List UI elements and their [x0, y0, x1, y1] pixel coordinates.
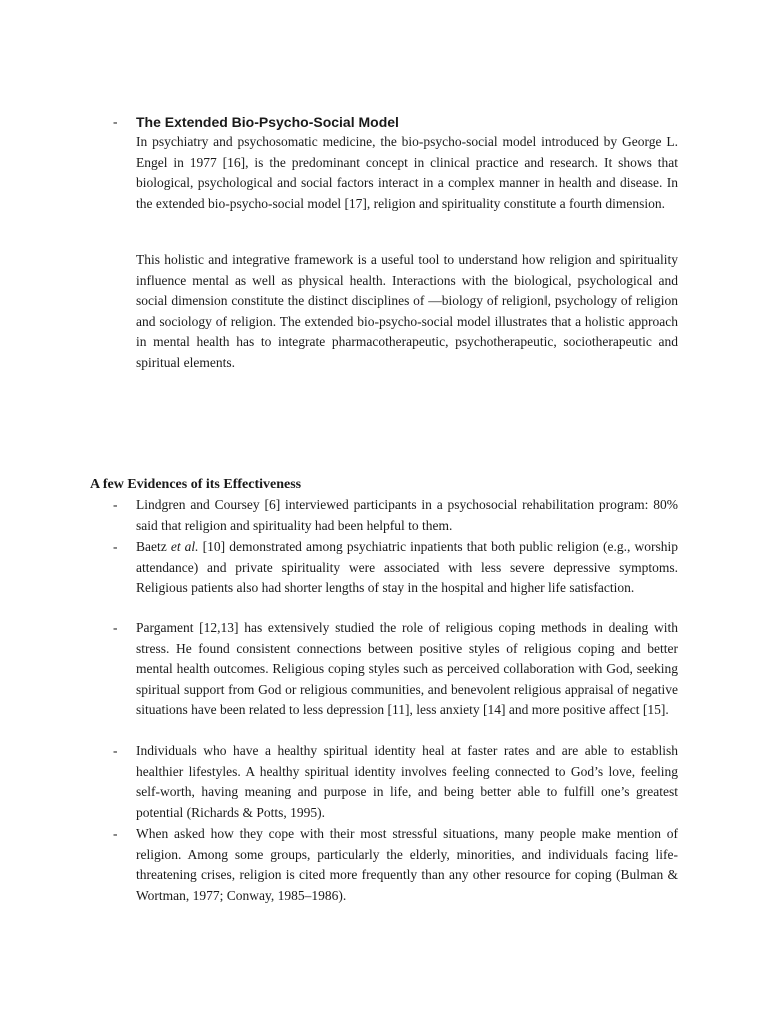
list-item: [113, 537, 678, 599]
list-item-text-italic: et al.: [170, 539, 199, 554]
list-item: [113, 618, 678, 721]
section1-bullet-marker: -: [113, 114, 118, 129]
list-item-text: [136, 537, 678, 599]
list-item-text: Pargament [12,13] has extensively studied the role of religious coping methods in dealing with stress. He found consistent connections between positive styles of religious coping and better mental health outcomes. Religious coping styles such as perceived collaboration with God, seeking spiritual support from God or religious communities, and benevolent religious appraisal of negative situations have been related to less depression [11], less anxiety [14] and more positive affect [15].: [136, 620, 678, 717]
section1-paragraph-2: This holistic and integrative framework is a useful tool to understand how religion and spirituality influence mental as well as physical health. Interactions with the biological, psychological and social dimension constitute the distinct disciplines of ―biology of religion‖, psychology of religion and sociology of religion. The extended bio-psycho-social model illustrates that a holistic approach in mental health has to integrate pharmacotherapeutic, psychotherapeutic, sociotherapeutic and spiritual elements.: [136, 252, 678, 370]
bullet-marker: -: [113, 620, 118, 635]
list-item-text-rest: [10] demonstrated among psychiatric inpatients that both public religion (e.g., worship attendance) and private spirituality were associated with less severe depressive symptoms. Religious patients also had shorter lengths of stay in the hospital and higher life satisfaction.: [136, 539, 679, 595]
list-item: [113, 495, 678, 536]
section2-title: A few Evidences of its Effectiveness: [90, 477, 302, 492]
list-item-text-lead: Baetz: [136, 539, 171, 554]
list-item-text: Lindgren and Coursey [6] interviewed participants in a psychosocial rehabilitation program: 80% said that religion and spirituality had been helpful to them.: [136, 497, 678, 533]
section1-title: The Extended Bio-Psycho-Social Model: [136, 114, 399, 130]
bullet-marker: -: [113, 826, 118, 841]
section1-paragraph-1: In psychiatry and psychosomatic medicine, the bio-psycho-social model introduced by George L. Engel in 1977 [16], is the predominant concept in clinical practice and research. It shows that biological, psychological and social factors interact in a complex manner in health and disease. In the extended bio-psycho-social model [17], religion and spirituality constitute a fourth dimension.: [136, 134, 678, 211]
list-item-text: Individuals who have a healthy spiritual identity heal at faster rates and are able to establish healthier lifestyles. A healthy spiritual identity involves feeling connected to God’s love, feeling self-worth, having meaning and purpose in life, and being better able to fulfill one’s greatest potential (Richards & Potts, 1995).: [136, 743, 678, 820]
list-item-text: When asked how they cope with their most stressful situations, many people make mention of religion. Among some groups, particularly the elderly, minorities, and individuals facing life-threatening crises, religion is cited more frequently than any other resource for coping (Bulman & Wortman, 1977; Conway, 1985–1986).: [136, 826, 678, 903]
list-item: [113, 741, 678, 823]
list-item: [113, 824, 678, 906]
bullet-marker: -: [113, 497, 118, 512]
bullet-marker: -: [113, 539, 118, 554]
bullet-marker: -: [113, 743, 118, 758]
